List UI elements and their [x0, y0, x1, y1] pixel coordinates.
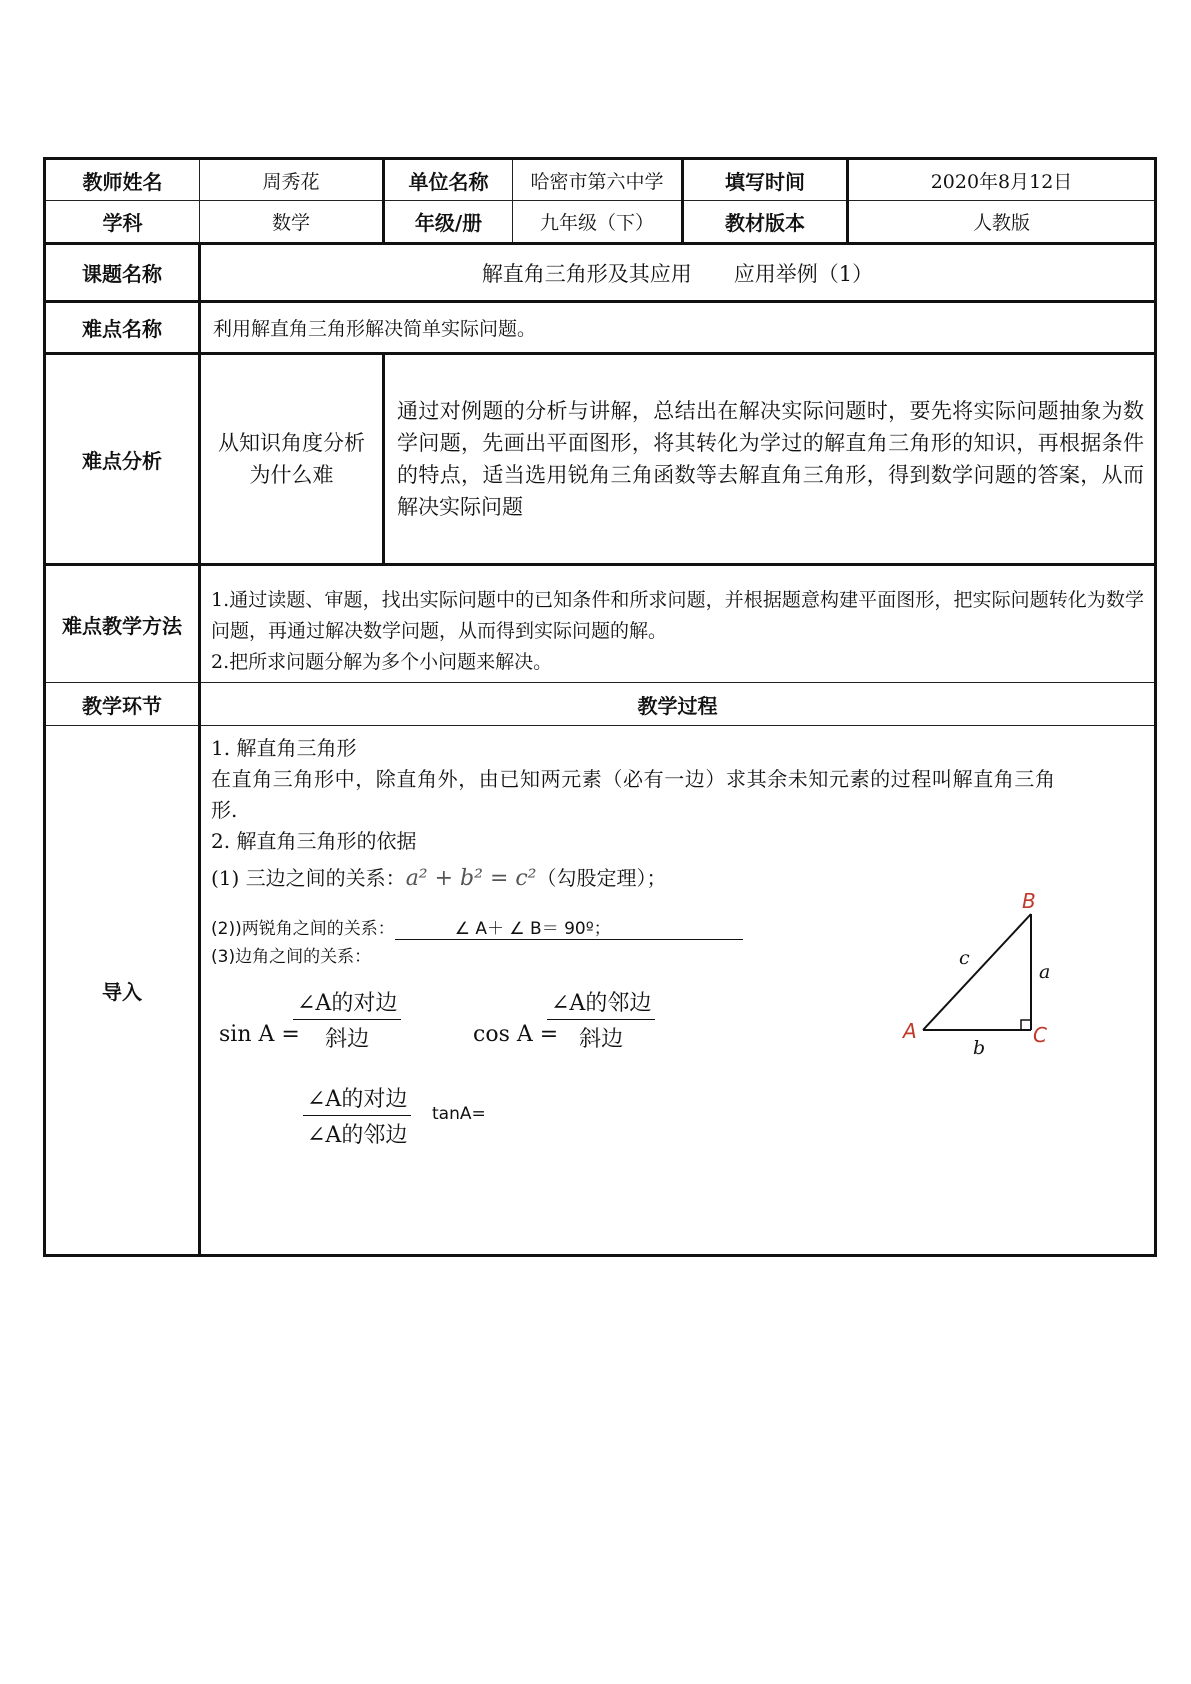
subject-value: 数学	[200, 201, 384, 244]
stage-column-header: 教学环节	[45, 683, 200, 726]
edition-value: 人教版	[848, 201, 1156, 244]
sin-lhs: sin A =	[219, 1022, 300, 1047]
sin-denominator: 斜边	[325, 1027, 370, 1052]
sin-numerator: ∠A的对边	[293, 986, 401, 1020]
teacher-name-label: 教师姓名	[45, 159, 200, 201]
relation-2	[211, 914, 743, 940]
process-column-header: 教学过程	[200, 683, 1156, 726]
cos-lhs: cos A =	[473, 1022, 559, 1047]
cos-numerator: ∠A的邻边	[547, 986, 655, 1020]
relation-1	[211, 862, 667, 891]
analysis-text: 通过对例题的分析与讲解，总结出在解决实际问题时，要先将实际问题抽象为数学问题，先画出平面图形，将其转化为学过的解直角三角形的知识，再根据条件的特点，适当选用锐角三角函数等去解直角三角形，得到数学问题的答案，从而解决实际问题	[384, 354, 1156, 565]
relation-2-prefix: (2))两锐角之间的关系：	[211, 919, 395, 939]
pythagoras-formula: a² + b² = c²	[405, 866, 537, 891]
hypotenuse-c	[923, 914, 1031, 1030]
method-line-1: 1.通过读题、审题，找出实际问题中的已知条件和所求问题，并根据题意构建平面图形，把实际问题转化为数学问题，再通过解决数学问题，从而得到实际问题的解。	[211, 588, 1144, 642]
grade-label: 年级/册	[384, 201, 513, 244]
tan-numerator: ∠A的对边	[303, 1082, 411, 1116]
analysis-label: 难点分析	[45, 354, 200, 565]
cos-fraction	[547, 986, 655, 1053]
method-label: 难点教学方法	[45, 565, 200, 683]
angle-sum-formula: ∠ A＋ ∠ B＝ 90º；	[395, 914, 743, 940]
edition-label: 教材版本	[683, 201, 848, 244]
relation-3-prefix: (3)边角之间的关系：	[211, 947, 372, 967]
right-angle-mark	[1021, 1020, 1031, 1030]
vertex-a-label: A	[903, 1019, 917, 1043]
fill-date-label: 填写时间	[683, 159, 848, 201]
item1-title: 1. 解直角三角形	[211, 736, 357, 760]
vertex-c-label: C	[1033, 1023, 1047, 1047]
difficulty-label: 难点名称	[45, 302, 200, 354]
fill-date-value: 2020年8月12日	[848, 159, 1156, 201]
side-a-label: a	[1039, 961, 1051, 983]
subject-label: 学科	[45, 201, 200, 244]
method-text	[200, 565, 1156, 683]
unit-name-value: 哈密市第六中学	[513, 159, 683, 201]
item1-text-a: 在直角三角形中，除直角外，由已知两元素（必有一边）求其余未知元素的过程叫解直角三角	[211, 767, 1056, 791]
difficulty-value: 利用解直角三角形解决简单实际问题。	[200, 302, 1156, 354]
lesson-plan-table	[43, 157, 1157, 1257]
grade-value: 九年级（下）	[513, 201, 683, 244]
relation-1-prefix: (1) 三边之间的关系：	[211, 866, 406, 890]
tan-denominator: ∠A的邻边	[307, 1123, 408, 1148]
tan-fraction	[303, 1082, 411, 1149]
method-line-2: 2.把所求问题分解为多个小问题来解决。	[211, 650, 553, 673]
lesson-plan-document	[43, 157, 1154, 1257]
intro-content	[200, 726, 1156, 1256]
relation-1-suffix: （勾股定理）；	[536, 866, 667, 890]
side-c-label: c	[959, 947, 970, 969]
tan-lhs: tanA=	[432, 1104, 486, 1124]
cos-denominator: 斜边	[579, 1027, 624, 1052]
intro-stage-label: 导入	[45, 726, 200, 1256]
teacher-name-value: 周秀花	[200, 159, 384, 201]
right-triangle-diagram	[901, 886, 1101, 1076]
topic-label: 课题名称	[45, 244, 200, 302]
item2-title: 2. 解直角三角形的依据	[211, 829, 417, 853]
item1-text-b: 形.	[211, 798, 238, 822]
side-b-label: b	[973, 1037, 986, 1059]
unit-name-label: 单位名称	[384, 159, 513, 201]
vertex-b-label: B	[1022, 889, 1036, 913]
sin-fraction	[293, 986, 401, 1053]
topic-value: 解直角三角形及其应用 应用举例（1）	[200, 244, 1156, 302]
analysis-sub-label: 从知识角度分析为什么难	[200, 354, 384, 565]
